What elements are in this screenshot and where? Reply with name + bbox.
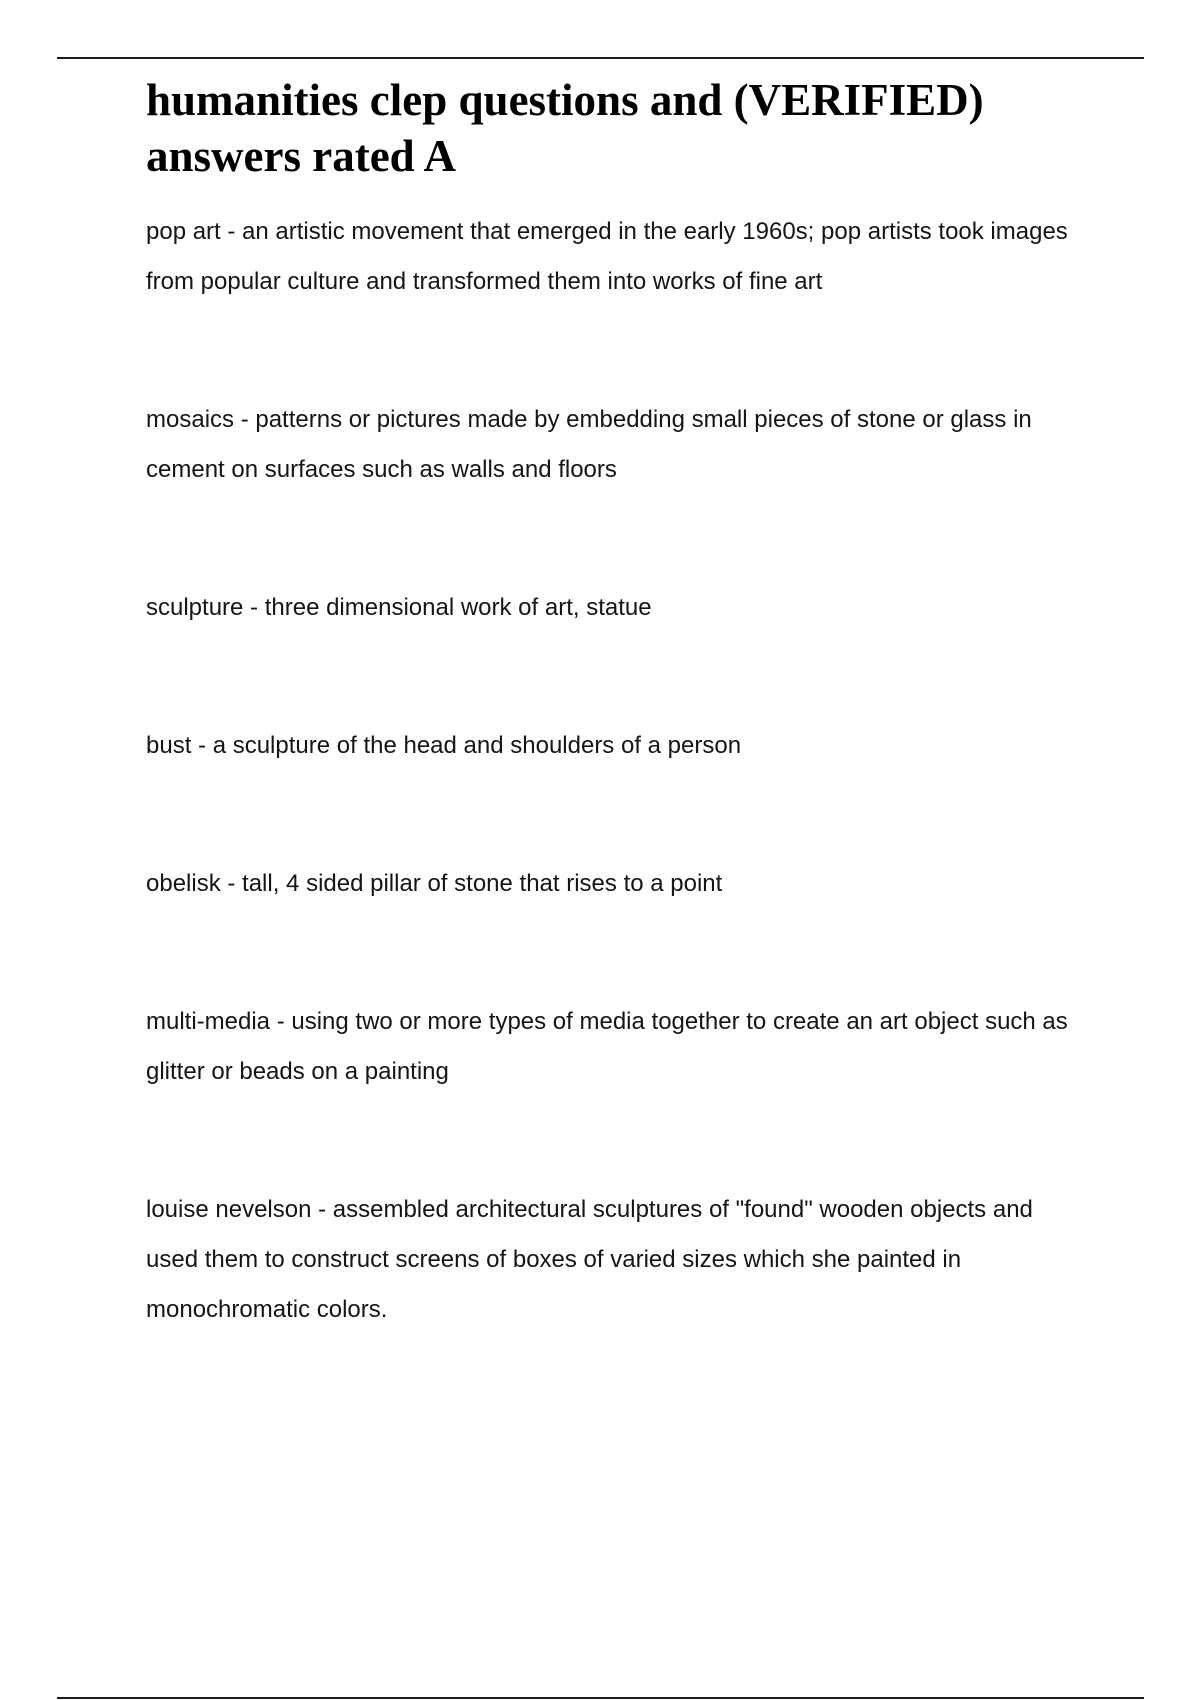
flashcard-entry-pop-art: pop art - an artistic movement that emerged in the early 1960s; pop artists took images from popular culture and transformed them into works of fine art	[146, 218, 1068, 295]
flashcard-entry-multi-media: multi-media - using two or more types of media together to create an art object such as glitter or beads on a painting	[146, 1008, 1068, 1085]
flashcard-entry-bust: bust - a sculpture of the head and shoulders of a person	[146, 732, 742, 759]
flashcard-entry-louise-nevelson: louise nevelson - assembled architectural sculptures of "found" wooden objects and used them to construct screens of boxes of varied sizes which she painted in monochromatic colors.	[146, 1196, 1033, 1323]
document-title: humanities clep questions and (VERIFIED) answers rated A	[146, 75, 984, 181]
bottom-divider	[57, 1697, 1144, 1699]
document-body	[146, 72, 1086, 1335]
flashcard-entry-mosaics: mosaics - patterns or pictures made by embedding small pieces of stone or glass in cement on surfaces such as walls and floors	[146, 406, 1032, 483]
flashcard-entry-sculpture: sculpture - three dimensional work of art, statue	[146, 594, 652, 621]
flashcard-list	[146, 207, 1086, 1335]
flashcard-entry-obelisk: obelisk - tall, 4 sided pillar of stone that rises to a point	[146, 870, 723, 897]
top-divider	[57, 57, 1144, 59]
